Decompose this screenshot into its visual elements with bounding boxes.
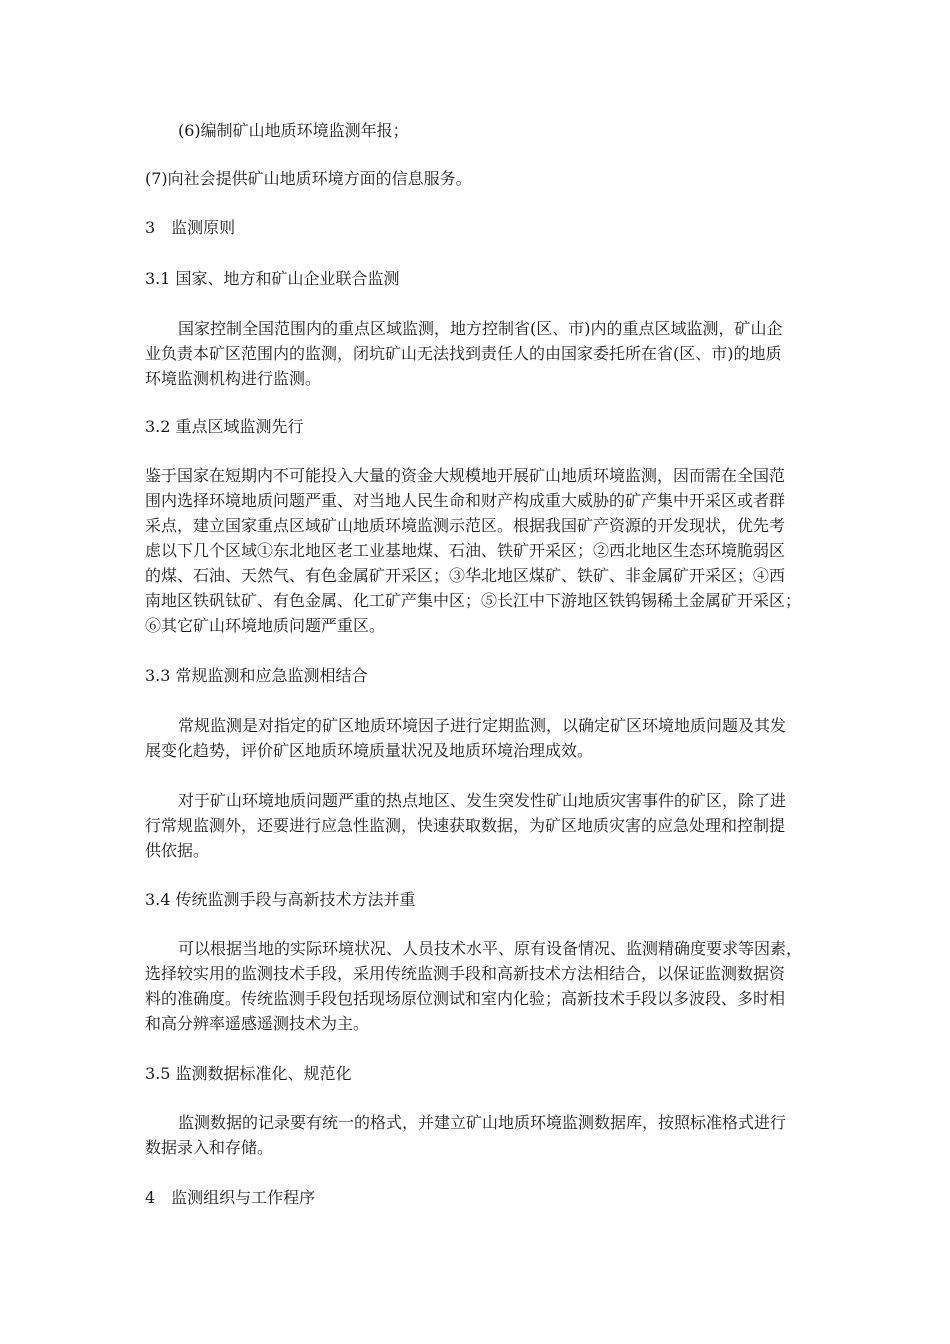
text-line: 和高分辨率遥感遥测技术为主。 — [145, 1014, 370, 1033]
paragraph — [145, 788, 810, 863]
text-line: 可以根据当地的实际环境状况、人员技术水平、原有设备情况、监测精确度要求等因素， — [178, 939, 803, 958]
text-line: 展变化趋势，评价矿区地质环境质量状况及地质环境治理成效。 — [145, 741, 594, 760]
text-line: 南地区铁矾钛矿、有色金属、化工矿产集中区；⑤长江中下游地区铁钨锡稀土金属矿开采区； — [145, 591, 802, 610]
paragraph — [145, 713, 810, 763]
list-item — [178, 118, 843, 143]
text-line: 选择较实用的监测技术手段，采用传统监测手段和高新技术方法相结合，以保证监测数据资 — [145, 964, 786, 983]
text-line: 料的准确度。传统监测手段包括现场原位测试和室内化验；高新技术手段以多波段、多时相 — [145, 989, 786, 1008]
section-heading — [145, 1061, 810, 1086]
paragraph — [145, 463, 810, 638]
paragraph — [145, 936, 810, 1036]
paragraph — [145, 1110, 810, 1160]
section-heading — [145, 215, 810, 240]
section-heading — [145, 887, 810, 912]
text-line: 监测数据的记录要有统一的格式，并建立矿山地质环境监测数据库，按照标准格式进行 — [178, 1113, 787, 1132]
heading-text: 3.5 监测数据标准化、规范化 — [145, 1064, 352, 1083]
text-line: 环境监测机构进行监测。 — [145, 369, 322, 388]
text-line: 供依据。 — [145, 841, 210, 860]
text-line: 采点，建立国家重点区域矿山地质环境监测示范区。根据我国矿产资源的开发现状，优先考 — [145, 516, 786, 535]
section-heading — [145, 414, 810, 439]
heading-text: 3.3 常规监测和应急监测相结合 — [145, 666, 368, 685]
text-line: 对于矿山环境地质问题严重的热点地区、发生突发性矿山地质灾害事件的矿区，除了进 — [178, 791, 787, 810]
text-line: 虑以下几个区域①东北地区老工业基地煤、石油、铁矿开采区；②西北地区生态环境脆弱区 — [145, 541, 786, 560]
text-line: 行常规监测外，还要进行应急性监测，快速获取数据，为矿区地质灾害的应急处理和控制提 — [145, 816, 786, 835]
heading-text: 4 监测组织与工作程序 — [145, 1188, 316, 1207]
text-line: 的煤、石油、天然气、有色金属矿开采区；③华北地区煤矿、铁矿、非金属矿开采区；④西 — [145, 566, 786, 585]
heading-text: 3.1 国家、地方和矿山企业联合监测 — [145, 269, 400, 288]
text-line: 鉴于国家在短期内不可能投入大量的资金大规模地开展矿山地质环境监测，因而需在全国范 — [145, 466, 786, 485]
text-line: ⑥其它矿山环境地质问题严重区。 — [145, 616, 386, 635]
paragraph — [145, 316, 810, 391]
section-heading — [145, 266, 810, 291]
section-heading — [145, 1185, 810, 1210]
text-line: 常规监测是对指定的矿区地质环境因子进行定期监测，以确定矿区环境地质问题及其发 — [178, 716, 787, 735]
text-line: (7)向社会提供矿山地质环境方面的信息服务。 — [145, 169, 472, 188]
text-line: (6)编制矿山地质环境监测年报； — [178, 121, 409, 140]
text-line: 业负责本矿区范围内的监测，闭坑矿山无法找到责任人的由国家委托所在省(区、市)的地质 — [145, 344, 782, 363]
heading-text: 3.2 重点区域监测先行 — [145, 417, 304, 436]
list-item — [145, 166, 810, 191]
text-line: 数据录入和存储。 — [145, 1138, 274, 1157]
heading-text: 3.4 传统监测手段与高新技术方法并重 — [145, 890, 416, 909]
heading-text: 3 监测原则 — [145, 218, 236, 237]
text-line: 围内选择环境地质问题严重、对当地人民生命和财产构成重大威胁的矿产集中开采区或者群 — [145, 491, 786, 510]
text-line: 国家控制全国范围内的重点区域监测，地方控制省(区、市)内的重点区域监测，矿山企 — [178, 319, 783, 338]
section-heading — [145, 663, 810, 688]
